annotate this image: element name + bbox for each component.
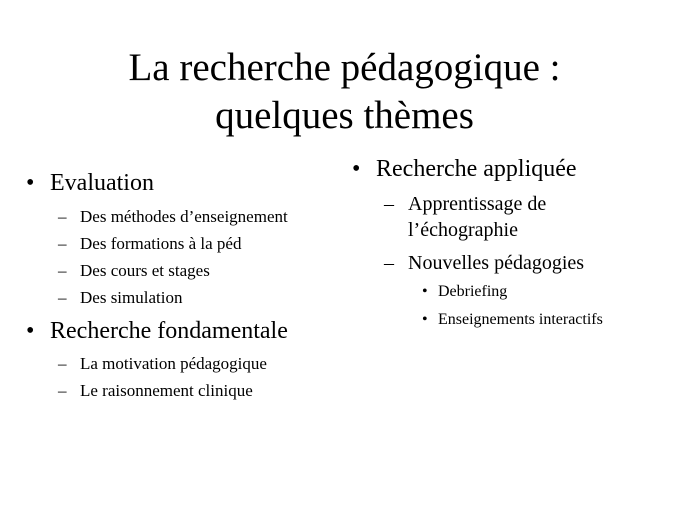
sub-item-label: Des méthodes d’enseignement bbox=[80, 207, 288, 226]
bullet-label: Evaluation bbox=[50, 170, 154, 196]
sub-item-label-line-2: l’échographie bbox=[408, 219, 518, 241]
sub-sub-item bbox=[352, 282, 672, 302]
dash-icon: – bbox=[58, 234, 67, 253]
bullet-label: Recherche appliquée bbox=[376, 156, 577, 182]
sub-item-label: La motivation pédagogique bbox=[80, 354, 267, 373]
dash-icon: – bbox=[58, 288, 67, 307]
sub-item bbox=[26, 380, 346, 401]
dash-icon: – bbox=[58, 207, 67, 226]
bullet-recherche-appliquee bbox=[352, 154, 672, 184]
sub-item-label: Nouvelles pédagogies bbox=[408, 252, 585, 274]
dash-icon: – bbox=[384, 193, 394, 215]
right-column bbox=[352, 154, 672, 330]
dash-icon: – bbox=[58, 261, 67, 280]
sub-item bbox=[26, 353, 346, 374]
left-column bbox=[26, 168, 346, 401]
sub-item-nouvelles-pedagogies bbox=[352, 250, 672, 276]
sub-sub-item bbox=[352, 310, 672, 330]
bullet-icon: • bbox=[26, 170, 35, 196]
bullet-icon: • bbox=[352, 156, 361, 182]
dash-icon: – bbox=[384, 252, 394, 274]
bullet-label: Recherche fondamentale bbox=[50, 318, 288, 344]
bullet-icon: • bbox=[422, 311, 428, 328]
bullet-recherche-fondamentale bbox=[26, 316, 346, 346]
slide-title bbox=[0, 44, 689, 140]
title-line-2: quelques thèmes bbox=[215, 94, 474, 137]
bullet-icon: • bbox=[422, 283, 428, 300]
sub-item-label: Des cours et stages bbox=[80, 261, 210, 280]
sub-item bbox=[26, 233, 346, 254]
sub-item-label-line-1: Apprentissage de bbox=[408, 193, 547, 215]
bullet-evaluation bbox=[26, 168, 346, 198]
sub-item-label: Des simulation bbox=[80, 288, 183, 307]
sub-item-apprentissage bbox=[352, 191, 672, 243]
title-line-1: La recherche pédagogique : bbox=[128, 46, 561, 89]
sub-sub-item-label: Debriefing bbox=[438, 283, 508, 300]
dash-icon: – bbox=[58, 381, 67, 400]
dash-icon: – bbox=[58, 354, 67, 373]
sub-item-label: Des formations à la péd bbox=[80, 234, 242, 253]
sub-item bbox=[26, 287, 346, 308]
sub-item bbox=[26, 206, 346, 227]
sub-sub-item-label: Enseignements interactifs bbox=[438, 311, 603, 328]
sub-item-label: Le raisonnement clinique bbox=[80, 381, 253, 400]
bullet-icon: • bbox=[26, 318, 35, 344]
sub-item bbox=[26, 260, 346, 281]
